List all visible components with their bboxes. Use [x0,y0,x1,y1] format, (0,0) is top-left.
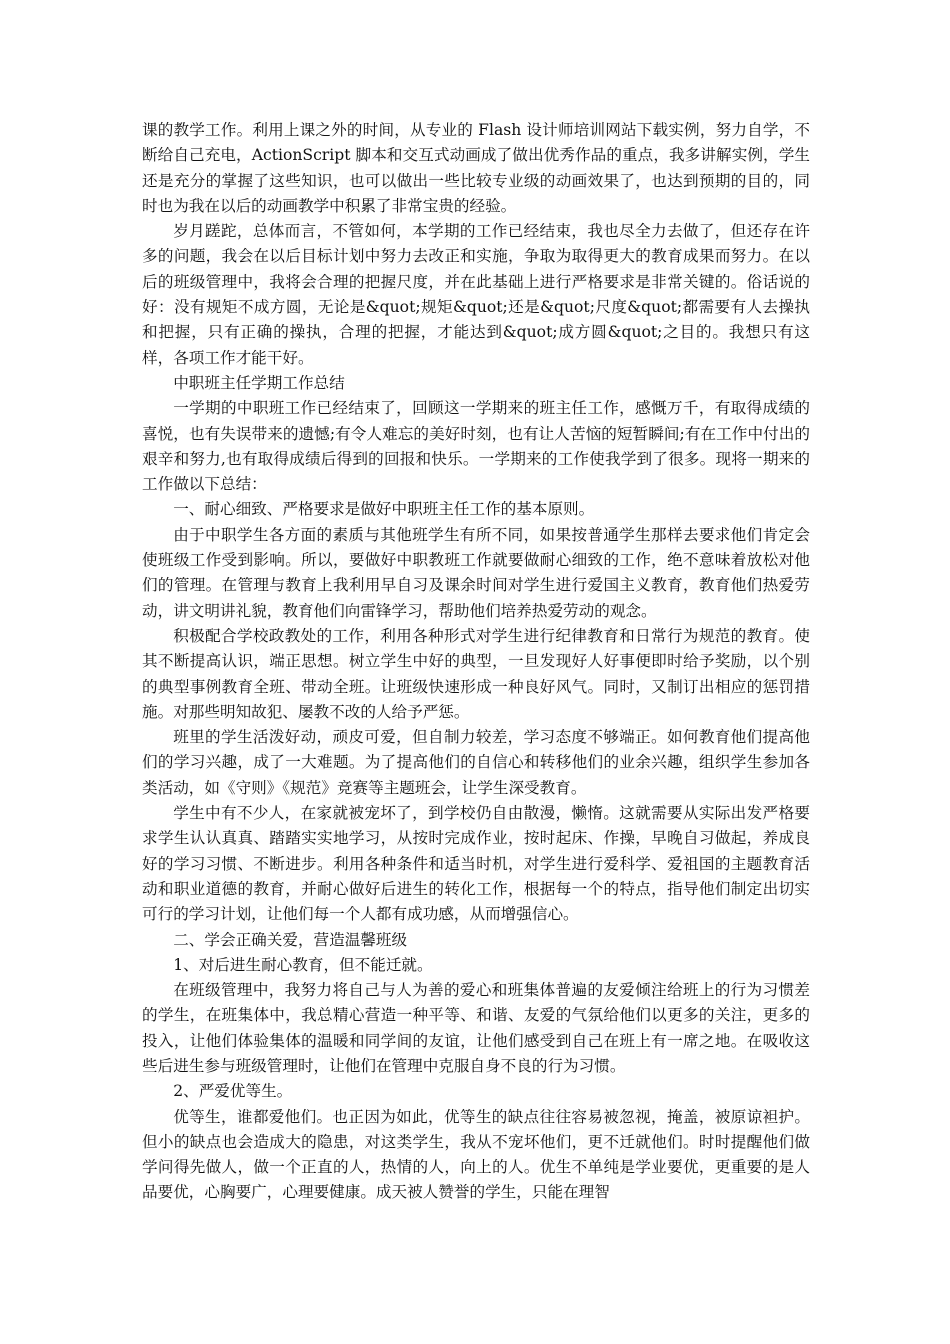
subheading-1: 1、对后进生耐心教育，但不能迁就。 [173,955,433,974]
paragraph-intro: 一学期的中职班工作已经结束了，回顾这一学期来的班主任工作，感慨万千，有取得成绩的喜悦，也有失误带来的遗憾;有令人难忘的美好时刻，也有让人苦恼的短暂瞬间;有在工作中付出的艰辛和努力,也有取得成绩后得到的回报和快乐。一学期来的工作使我学到了很多。现将一期来的工作做以下总结： [142,399,810,494]
paragraph-2: 岁月蹉跎，总体而言，不管如何，本学期的工作已经结束，我也尽全力去做了，但还存在许多的问题，我会在以后目标计划中努力去改正和实施，争取为取得更大的教育成果而努力。在以后的班级管理中，我将会合理的把握尺度，并在此基础上进行严格要求是非常关键的。俗话说的好：没有规矩不成方圆，无论是&quot;规矩&quot;还是&quot;尺度&quot;都需要有人去操执和把握，只有正确的操执，合理的把握，才能达到&quot;成方圆&quot;之目的。我想只有这样，各项工作才能干好。 [142,222,810,367]
heading-1: 一、耐心细致、严格要求是做好中职班主任工作的基本原则。 [173,500,595,519]
subheading-2: 2、严爱优等生。 [173,1082,293,1101]
paragraph-7: 班里的学生活泼好动，顽皮可爱，但自制力较差，学习态度不够端正。如何教育他们提高他们的学习兴趣，成了一大难题。为了提高他们的自信心和转移他们的业余兴趣，组织学生参加各类活动，如《守则》《规范》竞赛等主题班会，让学生深受教育。 [142,728,810,797]
document-body [142,118,810,1206]
paragraph-8: 学生中有不少人，在家就被宠坏了，到学校仍自由散漫，懒惰。这就需要从实际出发严格要求学生认认真真、踏踏实实地学习，从按时完成作业，按时起床、作操，早晚自习做起，养成良好的学习习惯、不断进步。利用各种条件和适当时机，对学生进行爱科学、爱祖国的主题教育活动和职业道德的教育，并耐心做好后进生的转化工作，根据每一个的特点，指导他们制定出切实可行的学习计划，让他们每一个人都有成功感，从而增强信心。 [142,804,810,924]
paragraph-5: 由于中职学生各方面的素质与其他班学生有所不同，如果按普通学生那样去要求他们肯定会使班级工作受到影响。所以，要做好中职教班工作就要做耐心细致的工作，绝不意味着放松对他们的管理。在管理与教育上我利用早自习及课余时间对学生进行爱国主义教育，教育他们热爱劳动，讲文明讲礼貌，教育他们向雷锋学习，帮助他们培养热爱劳动的观念。 [142,525,810,620]
paragraph-6: 积极配合学校政教处的工作，利用各种形式对学生进行纪律教育和日常行为规范的教育。使其不断提高认识，端正思想。树立学生中好的典型，一旦发现好人好事便即时给予奖励，以个别的典型事例教育全班、带动全班。让班级快速形成一种良好风气。同时，又制订出相应的惩罚措施。对那些明知故犯、屡教不改的人给予严惩。 [142,626,810,721]
heading-2: 二、学会正确关爱，营造温馨班级 [173,930,408,949]
paragraph-13: 优等生，谁都爱他们。也正因为如此，优等生的缺点往往容易被忽视，掩盖，被原谅袒护。但小的缺点也会造成大的隐患，对这类学生，我从不宠坏他们，更不迁就他们。时时提醒他们做学问得先做人，做一个正直的人，热情的人，向上的人。优生不单纯是学业要优，更重要的是人品要优，心胸要广，心理要健康。成天被人赞誉的学生，只能在理智 [142,1107,810,1202]
section-title: 中职班主任学期工作总结 [173,373,345,392]
paragraph-11: 在班级管理中，我努力将自己与人为善的爱心和班集体普遍的友爱倾注给班上的行为习惯差的学生，在班集体中，我总精心营造一种平等、和谐、友爱的气氛给他们以更多的关注，更多的投入，让他们体验集体的温暖和同学间的友谊，让他们感受到自己在班上有一席之地。在吸收这些后进生参与班级管理时，让他们在管理中克服自身不良的行为习惯。 [142,981,810,1075]
paragraph-1: 课的教学工作。利用上课之外的时间，从专业的 Flash 设计师培训网站下载实例，努力自学，不断给自己充电，ActionScript 脚本和交互式动画成了做出优秀作品的重点，我多讲解实例，学生还是充分的掌握了这些知识，也可以做出一些比较专业级的动画效果了，也达到预期的目的，同时也为我在以后的动画教学中积累了非常宝贵的经验。 [142,121,810,215]
